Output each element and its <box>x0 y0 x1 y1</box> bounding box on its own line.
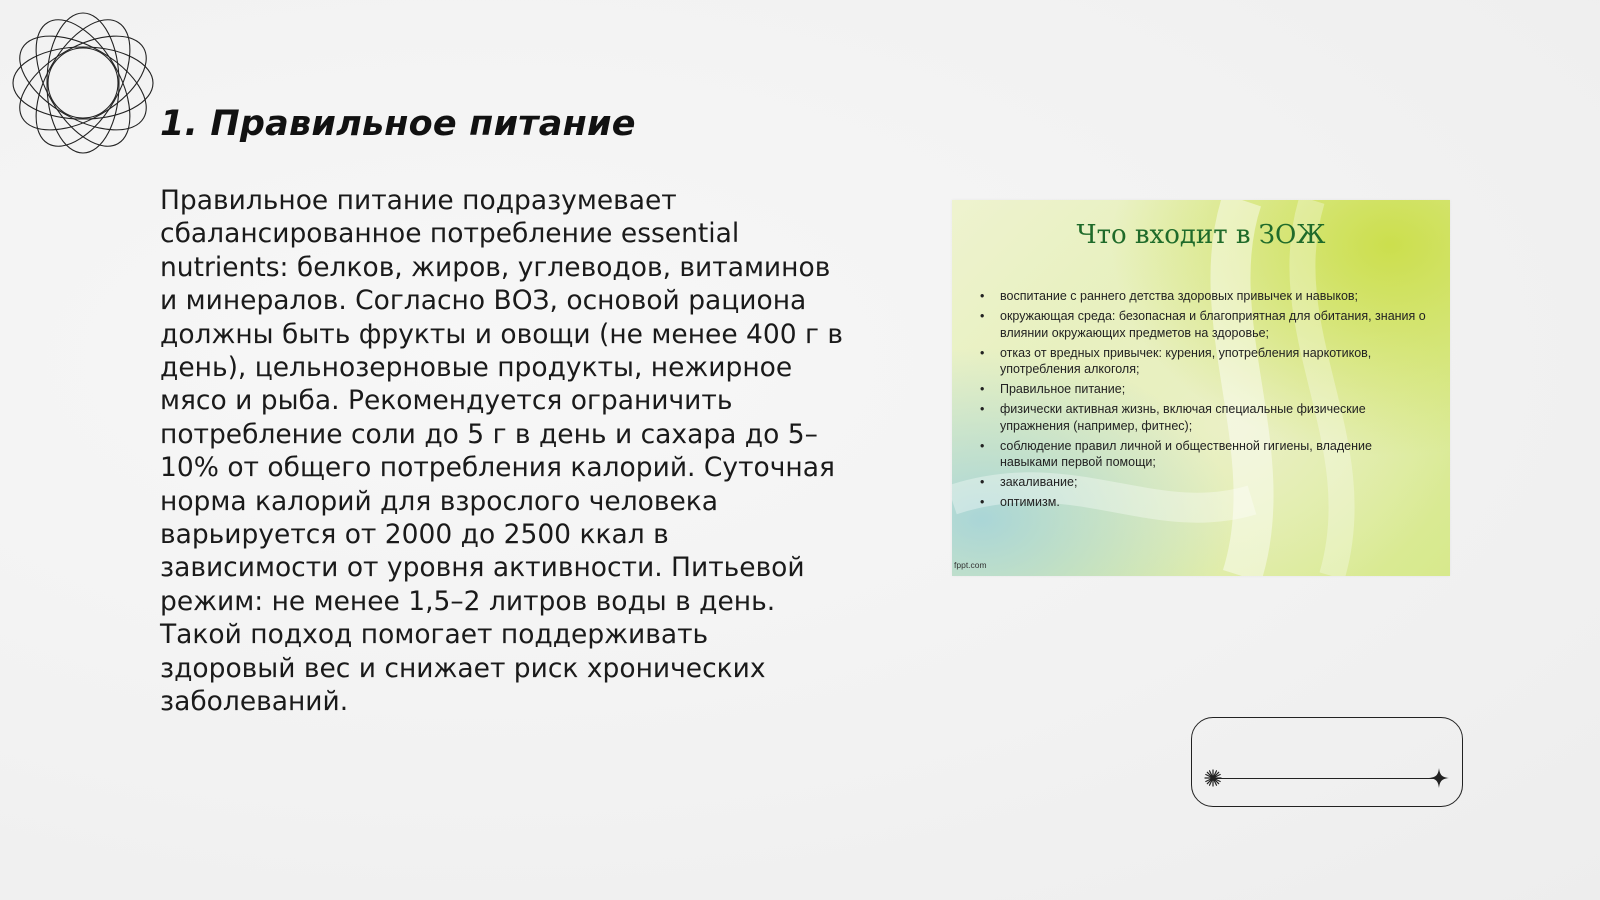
embedded-slide-list <box>978 288 1428 514</box>
embedded-slide-image <box>952 200 1450 576</box>
bullet-icon: • <box>980 402 985 416</box>
list-item-text: физически активная жизнь, включая специальные физические упражнения (например, фитнес); <box>1000 402 1366 433</box>
list-item <box>978 308 1428 341</box>
bullet-icon: • <box>980 309 985 323</box>
list-item-text: оптимизм. <box>1000 495 1060 509</box>
list-item-text: соблюдение правил личной и общественной гигиены, владение навыками первой помощи; <box>1000 438 1372 469</box>
decorative-nav-card <box>1191 717 1463 807</box>
embedded-slide-title: Что входит в ЗОЖ <box>1076 220 1326 250</box>
list-item <box>978 288 1428 305</box>
list-item <box>978 438 1428 471</box>
list-item-text: окружающая среда: безопасная и благоприятная для обитания, знания о влиянии окружающих предметов на здоровье; <box>1000 309 1426 340</box>
list-item <box>978 474 1428 491</box>
bullet-icon: • <box>980 289 985 303</box>
bullet-icon: • <box>980 495 985 509</box>
list-item <box>978 494 1428 511</box>
bullet-icon: • <box>980 345 985 360</box>
list-item <box>978 345 1428 378</box>
embedded-slide-source: fppt.com <box>954 560 987 570</box>
list-item-text: отказ от вредных привычек: курения, употребления наркотиков, употребления алкоголя; <box>1000 345 1372 376</box>
list-item-text: воспитание с раннего детства здоровых привычек и навыков; <box>1000 289 1359 303</box>
bullet-icon: • <box>980 382 985 396</box>
list-item <box>978 381 1428 398</box>
body-paragraph: Правильное питание подразумевает сбалансированное потребление essential nutrients: белков, жиров, углеводов, витаминов и минералов. Согласно ВОЗ, основой рациона должны быть фрукты и овощи (не менее 400 г в день), цельнозерновые продукты, нежирное мясо и рыба. Рекомендуется ограничить потребление соли до 5 г в день и сахара до 5–10% от общего потребления калорий. Суточная норма калорий для взрослого человека варьируется от 2000 до 2500 ккал в зависимости от уровня активности. Питьевой режим: не менее 1,5–2 литров воды в день. Такой подход помогает поддерживать здоровый вес и снижает риск хронических заболеваний. <box>160 185 844 718</box>
sparkle-icon <box>1428 767 1450 789</box>
nav-divider-line <box>1212 778 1444 779</box>
interlocking-circles-icon <box>8 8 158 158</box>
bullet-icon: • <box>980 438 985 453</box>
bullet-icon: • <box>980 475 985 489</box>
slide-title: 1. Правильное питание <box>160 104 636 144</box>
list-item-text: закаливание; <box>1000 475 1078 489</box>
list-item <box>978 401 1428 434</box>
burst-icon <box>1204 769 1222 787</box>
list-item-text: Правильное питание; <box>1000 382 1126 396</box>
